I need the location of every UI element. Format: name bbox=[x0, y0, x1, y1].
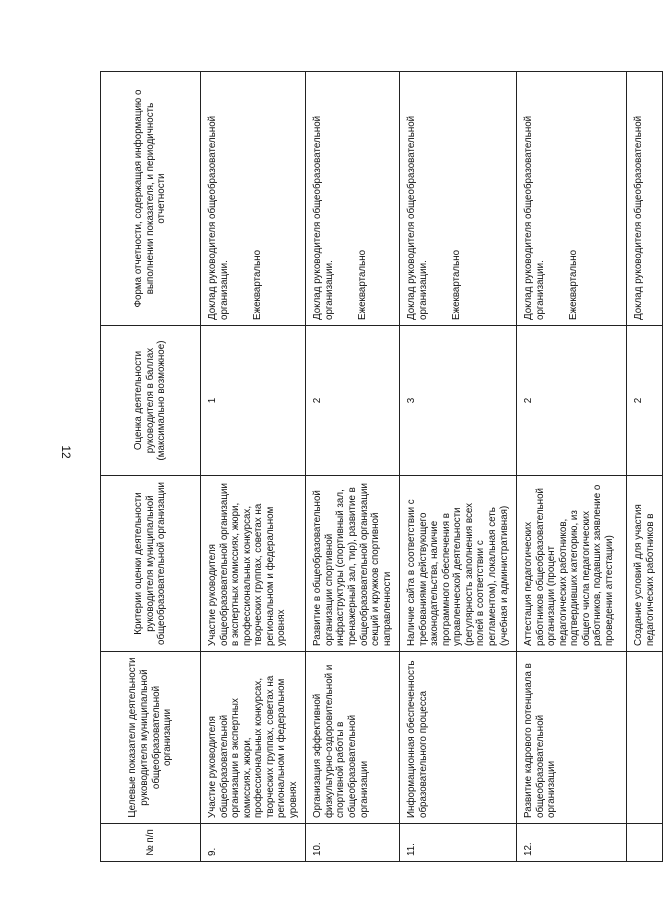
report-period: Ежеквартально bbox=[451, 249, 463, 320]
row-report bbox=[201, 72, 306, 326]
row-report bbox=[627, 72, 663, 326]
table-row bbox=[201, 72, 306, 862]
header-num: № п/п bbox=[101, 824, 201, 862]
report-text: Доклад руководителя общеобразовательной организации. bbox=[406, 115, 429, 320]
table-row bbox=[400, 72, 517, 862]
row-indicator: Информационная обеспеченность образовательного процесса bbox=[400, 652, 517, 824]
row-indicator: Развитие кадрового потенциала в общеобразовательной организации bbox=[517, 652, 627, 824]
report-text: Доклад руководителя общеобразовательной bbox=[633, 115, 645, 320]
report-period: Ежеквартально bbox=[252, 249, 264, 320]
row-score: 2 bbox=[517, 326, 627, 476]
header-criteria: Критерии оценки деятельности руководителя муниципальной общеобразовательной организации bbox=[101, 476, 201, 652]
row-indicator: Организация эффективной физкультурно-оздоровительной и спортивной работы в общеобразовательной организации bbox=[306, 652, 400, 824]
report-period: Ежеквартально bbox=[357, 249, 369, 320]
row-report bbox=[400, 72, 517, 326]
report-text: Доклад руководителя общеобразовательной организации. bbox=[523, 115, 546, 320]
report-text: Доклад руководителя общеобразовательной организации. bbox=[312, 115, 335, 320]
indicators-table bbox=[100, 71, 663, 862]
row-score: 2 bbox=[627, 326, 663, 476]
row-criteria: Аттестация педагогических работников общеобразовательной организации (процент педагогических работников, подтвердивших категорию, из общего числа педагогических работников, подавших заявление о проведении аттестации) bbox=[517, 476, 627, 652]
row-score: 2 bbox=[306, 326, 400, 476]
row-criteria: Участие руководителя общеобразовательной организации в экспертных комиссиях, жюри, профессиональных конкурсах, творческих группах, советах на региональном и федеральном уровнях bbox=[201, 476, 306, 652]
row-score: 3 bbox=[400, 326, 517, 476]
row-indicator bbox=[627, 652, 663, 824]
row-score: 1 bbox=[201, 326, 306, 476]
header-report: Форма отчетности, содержащая информацию о выполнении показателя, и периодичность отчетности bbox=[101, 72, 201, 326]
row-indicator: Участие руководителя общеобразовательной организации в экспертных комиссиях, жюри, профессиональных конкурсах, творческих группах, советах на региональном и федеральном уровнях bbox=[201, 652, 306, 824]
report-text: Доклад руководителя общеобразовательной организации. bbox=[207, 115, 230, 320]
row-number bbox=[627, 824, 663, 862]
header-score: Оценка деятельности руководителя в баллах (максимально возможное) bbox=[101, 326, 201, 476]
row-number: 12. bbox=[517, 824, 627, 862]
rotated-table-page bbox=[100, 72, 656, 862]
row-criteria: Развитие в общеобразовательной организации спортивной инфраструктуры (спортивный зал, тренажерный зал, тир), развитие в общеобразовательной организации секций и кружков спортивной направленности bbox=[306, 476, 400, 652]
row-criteria: Наличие сайта в соответствии с требованиями действующего законодательства, наличие программного обеспечения в управленческой деятельности (регулярность заполнения всех полей в соответствии с регламентом), локальная сеть (учебная и административная) bbox=[400, 476, 517, 652]
table-row bbox=[306, 72, 400, 862]
table-header-row bbox=[101, 72, 201, 862]
row-number: 10. bbox=[306, 824, 400, 862]
table-row bbox=[627, 72, 663, 862]
header-indicator: Целевые показатели деятельности руководителя муниципальной общеобразовательной организации bbox=[101, 652, 201, 824]
report-period: Ежеквартально bbox=[568, 249, 580, 320]
row-criteria: Создание условий для участия педагогических работников в bbox=[627, 476, 663, 652]
page-number: 12 bbox=[59, 445, 73, 459]
row-report bbox=[517, 72, 627, 326]
row-report bbox=[306, 72, 400, 326]
table-row bbox=[517, 72, 627, 862]
row-number: 9. bbox=[201, 824, 306, 862]
row-number: 11. bbox=[400, 824, 517, 862]
